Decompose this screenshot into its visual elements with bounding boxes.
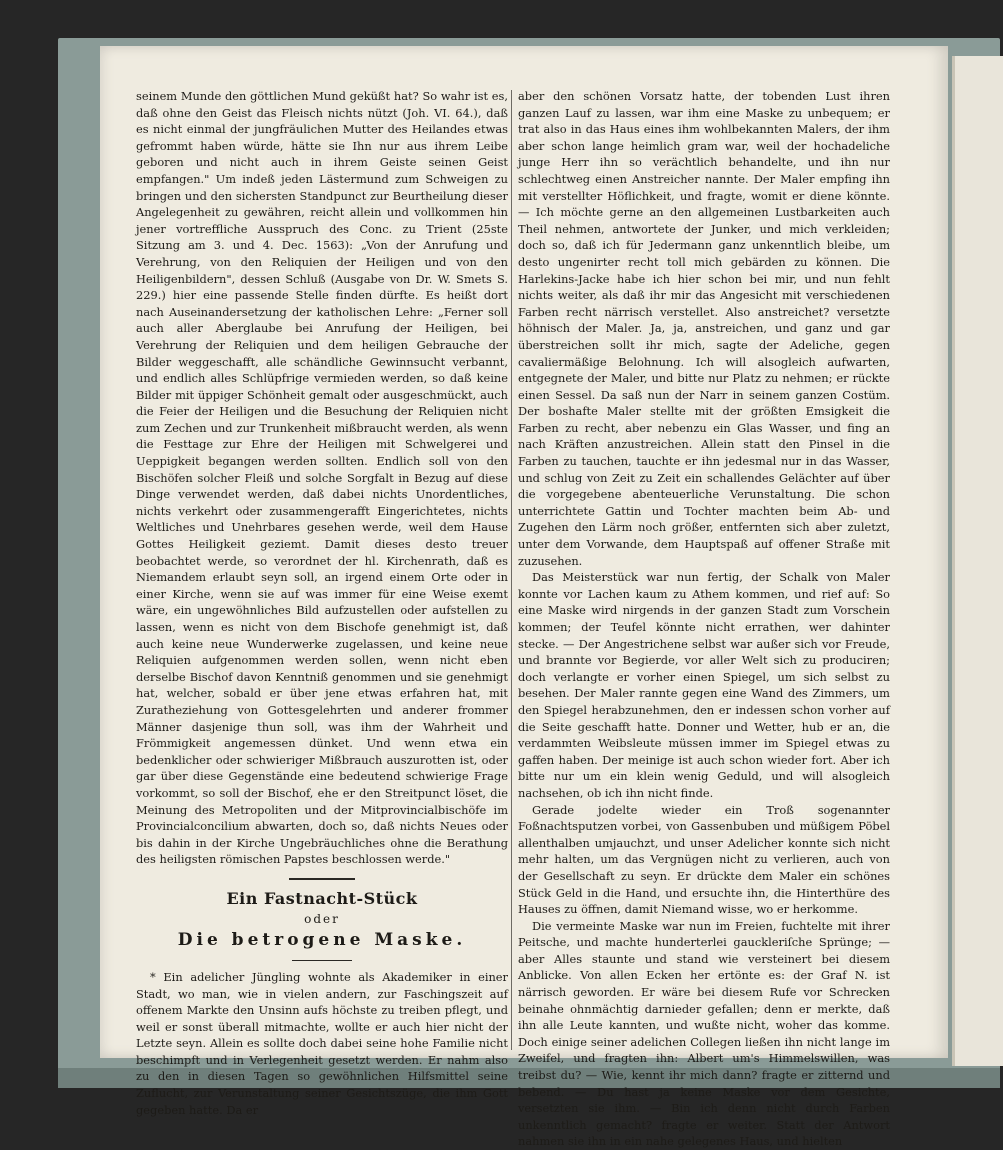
left-paragraph-1: seinem Munde den göttlichen Mund geküßt hat? So wahr ist es, daß ohne den Geist das Fleisch nichts nützt (Joh. VI. 64.), daß es nicht einmal der jungfräulichen Mutter des Heilandes etwas gefrommt haben würde, hätte sie Ihn nur aus ihrem Leibe geboren und nicht auch in ihrem Geiste seinen Geist empfangen." Um indeß jeden Lästermund zum Schweigen zu bringen und den sichersten Standpunct zur Beurtheilung dieser Angelegenheit zu gewähren, reicht allein und vollkommen hin jener vortreffliche Ausspruch des Conc. zu Trient (25ste Sitzung am 3. und 4. Dec. 1563): „Von der Anrufung und Verehrung, von den Reliquien der Heiligen und von den Heiligenbildern", dessen Schluß (Ausgabe von Dr. W. Smets S. 229.) hier eine passende Stelle finden dürfte. Es heißt dort nach Auseinandersetzung der katholischen Lehre: „Ferner soll auch aller Aberglaube bei Anrufung der Heiligen, bei Verehrung der Reliquien und dem heiligen Gebrauche der Bilder weggeschafft, alle schändliche Gewinnsucht verbannt, und endlich alles Schlüpfrige vermieden werden, so daß keine Bilder mit üppiger Schönheit gemalt oder ausgeschmückt, auch die Feier der Heiligen und die Besuchung der Reliquien nicht zum Zechen und zur Trunkenheit mißbraucht werden, als wenn die Festtage zur Ehre der Heiligen mit Schwelgerei und Ueppigkeit begangen werden sollten. Endlich soll von den Bischöfen solcher Fleiß und solche Sorgfalt in Bezug auf diese Dinge verwendet werden, daß dabei nichts Unordentliches, nichts verkehrt oder zusammengerafft Eingerichtetes, nichts Weltliches und Unehrbares gesehen werde, weil dem Hause Gottes Heiligkeit geziemt. Damit dieses desto treuer beobachtet werde, so verordnet der hl. Kirchenrath, daß es Niemandem erlaubt seyn soll, an irgend einem Orte oder in einer Kirche, wenn sie auf was immer für eine Weise exemt wäre, ein ungewöhnliches Bild aufzustellen oder aufstellen zu lassen, wenn es nicht von dem Bischofe genehmigt ist, daß auch keine neue Wunderwerke zugelassen, und keine neue Reliquien aufgenommen werden sollen, wenn nicht eben derselbe Bischof davon Kenntniß genommen und sie genehmigt hat, welcher, sobald er über jene etwas erfahren hat, mit Zuratheziehung von Gottesgelehrten und anderer frommer Männer dasjenige thun soll, was ihm der Wahrheit und Frömmigkeit angemessen dünket. Und wenn etwa ein bedenklicher oder schwieriger Mißbrauch auszurotten ist, oder gar über diese Gegenstände eine bedeutend schwierige Frage vorkommt, so soll der Bischof, ehe er den Streitpunct löset, die Meinung des Metropoliten und der Mitprovincialbischöfe im Provincialconcilium abwarten, doch so, daß nichts Neues oder bis dahin in der Kirche Ungebräuchliches ohne die Berathung des heiligsten römischen Papstes beschlossen werde." xyxy=(136,89,508,867)
article-paragraph-1: * Ein adelicher Jüngling wohnte als Akademiker in einer Stadt, wo man, wie in vielen andern, zur Faschingszeit auf offenem Markte den Unsinn aufs höchste zu treiben pflegt, und weil er sonst überall mitmachte, wollte er auch hier nicht der Letzte seyn. Allein es sollte doch dabei seine hohe Familie nicht beschimpft und in Verlegenheit gesetzt werden. Er nahm also zu den in diesen Tagen so gewöhnlichen Hilfsmittel seine Zuflucht, zur Verunstaltung seiner Gesichtszüge, die ihm Gott gegeben hatte. Da er xyxy=(136,969,508,1117)
article-title-conjunction: oder xyxy=(304,911,340,926)
heading-rule-bottom xyxy=(292,960,352,961)
column-divider xyxy=(511,90,512,1050)
article-title: Ein Fastnacht-Stück xyxy=(226,888,418,908)
article-heading xyxy=(136,878,508,961)
right-text-column xyxy=(518,88,890,1149)
right-paragraph-1: aber den schönen Vorsatz hatte, der tobenden Lust ihren ganzen Lauf zu lassen, war ihm eine Maske zu unbequem; er trat also in das Haus eines ihm wohlbekannten Malers, der ihm aber schon lange heimlich gram war, weil der hochadeliche junge Herr ihn so verächtlich behandelte, und ihn nur schlechtweg einen Anstreicher nannte. Der Maler empfing ihn mit verstellter Höflichkeit, und fragte, womit er diene könnte. — Ich möchte gerne an den allgemeinen Lustbarkeiten auch Theil nehmen, antwortete der Junker, und mich verkleiden; doch so, daß ich für Jedermann ganz unkenntlich bleibe, um desto ungenirter recht toll mich gebärden zu können. Die Harlekins-Jacke habe ich hier schon bei mir, und nun fehlt nichts weiter, als daß ihr mir das Angesicht mit verschiedenen Farben recht närrisch verstellet. Also anstreichet? versetzte höhnisch der Maler. Ja, ja, anstreichen, und ganz und gar überstreichen sollt ihr mich, sagte der Adeliche, gegen cavaliermäßige Belohnung. Ich will alsogleich aufwarten, entgegnete der Maler, und bitte nur Platz zu nehmen; er rückte einen Sessel. Da saß nun der Narr in seinem ganzen Costüm. Der boshafte Maler stellte mit der größten Emsigkeit die Farben zu recht, aber nebenzu ein Glas Wasser, und fing an nach Kräften anzustreichen. Allein statt den Pinsel in die Farben zu tauchen, tauchte er ihn jedesmal nur in das Wasser, und schlug von Zeit zu Zeit ein schallendes Gelächter auf über die vorgegebene abenteuerliche Verunstaltung. Die schon unterrichtete Gattin und Tochter machten beim Ab- und Zugehen den Lärm noch größer, entfernten sich aber zuletzt, unter dem Vorwande, dem Hauptspaß auf offener Straße mit zuzusehen. xyxy=(518,89,890,568)
article-subtitle: Die betrogene Maske. xyxy=(177,929,467,950)
next-page-edge xyxy=(952,56,1003,1066)
right-paragraph-4: Die vermeinte Maske war nun im Freien, fuchtelte mit ihrer Peitsche, und machte hunderterlei gauckleriſche Sprünge; — aber Alles staunte und stand wie versteinert bei diesem Anblicke. Von allen Ecken her ertönte es: der Graf N. ist närrisch geworden. Er wäre bei diesem Rufe vor Schrecken beinahe ohnmächtig darnieder gefallen; denn er merkte, daß ihn alle Leute kannten, und wußte nicht, woher das komme. Doch einige seiner adelichen Collegen ließen ihn nicht lange im Zweifel, und fragten ihn: Albert um's Himmelswillen, was treibst du? — Wie, kennt ihr mich dann? fragte er zitternd und bebend. — Du hast ja keine Maske vor dem Gesichte, versetzten sie ihm. — Bin ich denn nicht durch Farben unkenntlich gemacht? fragte er weiter. Statt der Antwort nahmen sie ihn in ein nahe gelegenes Haus, und hielten xyxy=(518,918,890,1149)
right-paragraph-2: Das Meisterstück war nun fertig, der Schalk von Maler konnte vor Lachen kaum zu Athem kommen, und rief auf: So eine Maske wird nirgends in der ganzen Stadt zum Vorschein kommen; der Teufel könnte nicht errathen, wer dahinter stecke. — Der Angestrichene selbst war außer sich vor Freude, und brannte vor Begierde, vor aller Welt sich zu produciren; doch verlangte er vorher einen Spiegel, um sich selbst zu besehen. Der Maler rannte gegen eine Wand des Zimmers, um den Spiegel herabzunehmen, den er indessen schon vorher auf die Seite geschafft hatte. Donner und Wetter, hub er an, die verdammten Weibsleute müssen immer im Spiegel etwas zu gaffen haben. Der meinige ist auch schon wieder fort. Aber ich bitte nur um ein klein wenig Geduld, und will alsogleich nachsehen, ob ich ihn nicht finde. xyxy=(518,570,890,800)
left-text-column xyxy=(136,88,508,1117)
right-paragraph-3: Gerade jodelte wieder ein Troß sogenannter Foßnachtsputzen vorbei, von Gassenbuben und müßigem Pöbel allenthalben umjauchzt, und unser Adelicher konnte sich nicht mehr halten, um das Vergnügen nicht zu verlieren, auch von der Gesellschaft zu seyn. Er drückte dem Maler ein schönes Stück Geld in die Hand, und ersuchte ihn, die Hinterthüre des Hauses zu öffnen, damit Niemand wisse, wo er herkomme. xyxy=(518,802,890,917)
heading-rule-top xyxy=(289,878,355,880)
